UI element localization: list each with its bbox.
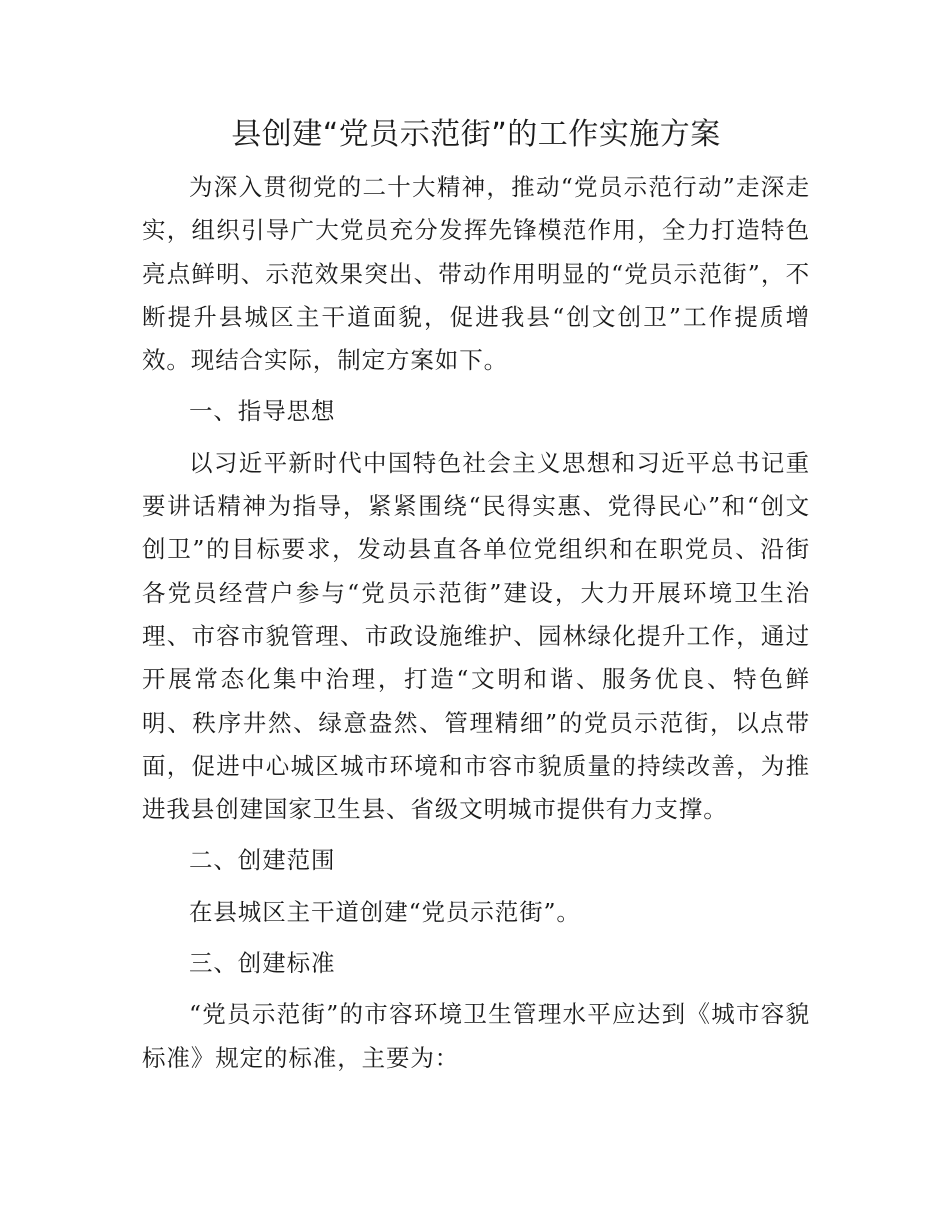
section-body-standards: “党员示范街”的市容环境卫生管理水平应达到《城市容貌标准》规定的标准，主要为：	[142, 1000, 810, 1072]
document-title: 县创建“党员示范街”的工作实施方案	[231, 117, 721, 152]
section-body-scope: 在县城区主干道创建“党员示范街”。	[189, 897, 581, 926]
document-page	[142, 110, 810, 1080]
section-heading-standards: 三、创建标准	[189, 949, 336, 978]
intro-paragraph: 为深入贯彻党的二十大精神，推动“党员示范行动”走深走实，组织引导广大党员充分发挥先锋模范作用，全力打造特色亮点鲜明、示范效果突出、带动作用明显的“党员示范街”，不断提升县城区主干道面貌，促进我县“创文创卫”工作提质增效。现结合实际，制定方案如下。	[142, 173, 810, 375]
section-heading-scope: 二、创建范围	[189, 846, 336, 875]
section-body-guiding-ideology: 以习近平新时代中国特色社会主义思想和习近平总书记重要讲话精神为指导，紧紧围绕“民得实惠、党得民心”和“创文创卫”的目标要求，发动县直各单位党组织和在职党员、沿街各党员经营户参与“党员示范街”建设，大力开展环境卫生治理、市容市貌管理、市政设施维护、园林绿化提升工作，通过开展常态化集中治理，打造“文明和谐、服务优良、特色鲜明、秩序井然、绿意盎然、管理精细”的党员示范街，以点带面，促进中心城区城市环境和市容市貌质量的持续改善，为推进我县创建国家卫生县、省级文明城市提供有力支撑。	[142, 448, 810, 824]
section-heading-guiding-ideology: 一、指导思想	[189, 397, 336, 426]
